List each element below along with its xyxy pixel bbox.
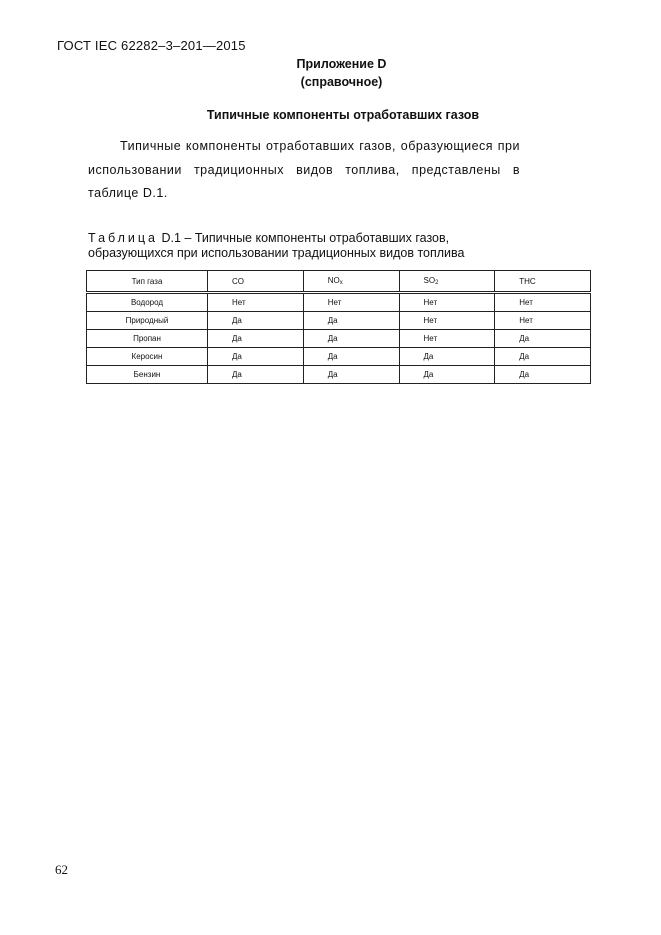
cell-nox: Да [303, 348, 399, 366]
cell-gas-type: Природный [87, 312, 208, 330]
exhaust-components-table [86, 270, 591, 384]
header-co: CO [208, 271, 304, 293]
table-caption-label: Таблица [88, 231, 159, 245]
section-title: Типичные компоненты отработавших газов [206, 108, 480, 122]
header-so2-subscript: 2 [435, 280, 439, 286]
paragraph-line-1: Типичные компоненты отработавших газов, образующиеся при [120, 139, 520, 153]
table-row [87, 293, 591, 312]
cell-co: Нет [208, 293, 304, 312]
cell-so2: Да [399, 348, 495, 366]
cell-co: Да [208, 366, 304, 384]
table-row [87, 312, 591, 330]
appendix-title: Приложение D [296, 57, 387, 71]
cell-co: Да [208, 348, 304, 366]
header-so2-base: SO [423, 276, 436, 285]
cell-so2: Нет [399, 330, 495, 348]
table-caption-text: D.1 – Типичные компоненты отработавших газов, [158, 231, 450, 245]
appendix-subtitle: (справочное) [300, 75, 383, 89]
cell-co: Да [208, 330, 304, 348]
page-number: 62 [55, 862, 68, 877]
cell-so2: Нет [399, 312, 495, 330]
header-nox-base: NO [327, 276, 340, 285]
table-row [87, 366, 591, 384]
document-code: ГОСТ IEC 62282–3–201—2015 [57, 38, 246, 53]
paragraph-line-3: таблице D.1. [88, 186, 168, 200]
header-thc: THC [495, 271, 591, 293]
cell-co: Да [208, 312, 304, 330]
cell-nox: Да [303, 330, 399, 348]
header-gas-type: Тип газа [87, 271, 208, 293]
cell-thc: Да [495, 366, 591, 384]
paragraph-line-2: использовании традиционных видов топлива, представлены в [88, 163, 520, 177]
table-caption [88, 231, 449, 245]
cell-so2: Да [399, 366, 495, 384]
cell-gas-type: Водород [87, 293, 208, 312]
cell-thc: Нет [495, 293, 591, 312]
header-nox [303, 271, 399, 293]
cell-gas-type: Бензин [87, 366, 208, 384]
table-header-row [87, 271, 591, 293]
cell-so2: Нет [399, 293, 495, 312]
table-row [87, 348, 591, 366]
header-nox-subscript: x [339, 280, 343, 286]
cell-thc: Нет [495, 312, 591, 330]
cell-gas-type: Керосин [87, 348, 208, 366]
cell-thc: Да [495, 330, 591, 348]
table-caption-line-2: образующихся при использовании традиционных видов топлива [88, 246, 465, 260]
table-row [87, 330, 591, 348]
header-so2 [399, 271, 495, 293]
cell-nox: Нет [303, 293, 399, 312]
cell-nox: Да [303, 366, 399, 384]
cell-gas-type: Пропан [87, 330, 208, 348]
cell-thc: Да [495, 348, 591, 366]
cell-nox: Да [303, 312, 399, 330]
